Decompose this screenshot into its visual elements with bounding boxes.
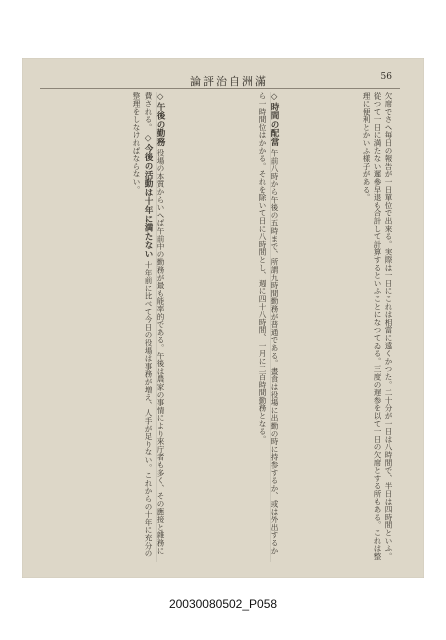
- column-text: [48, 92, 166, 562]
- journal-title: 論評治自洲滿: [190, 75, 268, 88]
- column-4-text: 十年前に比べて今日の役場は事務が増え、人手が足りない。これからの十年に充分の整理をしなければならない。: [132, 92, 153, 558]
- page-header: [40, 72, 400, 89]
- page-number: 56: [380, 72, 392, 82]
- column-text: [276, 92, 394, 562]
- column-1-text: 欠席でさへ毎日の報告が一日單位で出來る。実際は一日にこれは相當に遠くかつた。二十分が一日は八時間で、半日は四時間といふ。從つて一日に満たない遲參早退も合計して計算するといふことになつてゐる。三度の遅参を以て一日の欠席とする所もある。これは整理に便利とかいふ樣子がある。: [362, 92, 393, 560]
- image-caption: 20030080502_P058: [168, 597, 278, 611]
- section-heading: ◇時間の配當: [269, 92, 279, 147]
- section-heading: ◇今後の活動は十年に満たない: [143, 133, 153, 259]
- text-column-1: [276, 92, 394, 562]
- column-3-text: 役場の本質からいへば午前中の勤務が最も能率的である。午後は農家の事情により來庁者も多く、その應接と雜務に費される。: [144, 92, 165, 555]
- section-heading: ◇午後の勤務: [155, 92, 165, 147]
- column-2-text: 午前八時から午後の五時まで、所謂九時間勤務が普通である。晝食は役場に出勤の時に持参するか、或は外出するから一時間位はかかる。それを除いて日に八時間とし、週に四十八時間、一月に二百時間勤務となる。: [258, 92, 279, 555]
- column-text: [162, 92, 280, 562]
- text-column-3: [48, 92, 166, 562]
- text-column-2: [162, 92, 280, 562]
